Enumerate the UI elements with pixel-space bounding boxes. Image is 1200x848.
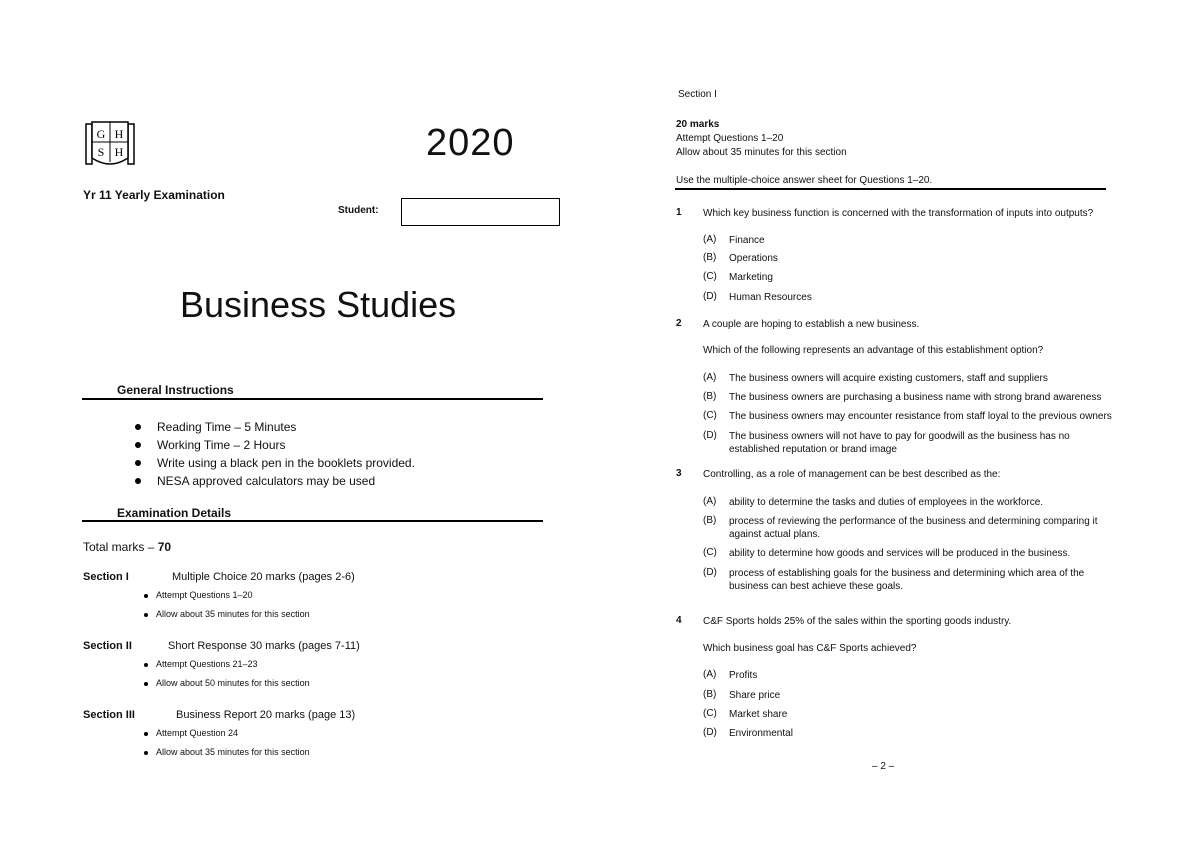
option-text: The business owners may encounter resistance from staff loyal to the previous owners [729, 411, 1112, 422]
student-name-field[interactable] [401, 198, 560, 226]
total-marks-value: 70 [157, 540, 172, 554]
option-text: Human Resources [729, 292, 812, 303]
option-text: The business owners will acquire existing customers, staff and suppliers [729, 373, 1048, 384]
exam-name: Yr 11 Yearly Examination [83, 188, 225, 202]
section-attempt: Attempt Questions 1–20 [676, 133, 784, 144]
page-number: – 2 – [872, 761, 895, 772]
question-subtext: Which business goal has C&F Sports achieved? [703, 643, 917, 654]
section-name: Section I [83, 571, 129, 583]
option-label: (A) [703, 234, 717, 245]
divider [82, 398, 543, 400]
section-name: Section III [83, 709, 135, 721]
option-text: Share price [729, 690, 781, 701]
option-label: (B) [703, 689, 717, 700]
total-marks [83, 540, 171, 554]
option-text: process of establishing goals for the business and determining which area of the business can best achieve these goals. [729, 568, 1085, 592]
option-label: (B) [703, 252, 717, 263]
section-desc: Business Report 20 marks (page 13) [176, 709, 356, 721]
option-text: Profits [729, 670, 758, 681]
question-number: 1 [676, 207, 682, 218]
section-sub-item: Attempt Questions 1–20 [144, 590, 253, 600]
option-text: Marketing [729, 272, 773, 283]
option-label: (D) [703, 727, 717, 738]
option-label: (B) [703, 515, 717, 526]
option-label: (D) [703, 430, 717, 441]
svg-text:H: H [114, 127, 124, 141]
instruction-item: Write using a black pen in the booklets provided. [135, 454, 415, 472]
question-text: Which key business function is concerned with the transformation of inputs into outputs? [703, 208, 1094, 219]
instruction-item: Reading Time – 5 Minutes [135, 418, 415, 436]
section-desc: Short Response 30 marks (pages 7-11) [168, 640, 360, 652]
total-marks-label: Total marks – [83, 540, 158, 554]
option-text: Finance [729, 235, 765, 246]
instruction-item: NESA approved calculators may be used [135, 472, 415, 490]
option-label: (A) [703, 372, 717, 383]
instruction-item: Working Time – 2 Hours [135, 436, 415, 454]
option-text: Market share [729, 709, 788, 720]
section-sub-item: Allow about 50 minutes for this section [144, 678, 310, 688]
svg-text:G: G [96, 127, 106, 141]
school-crest-logo [84, 118, 136, 170]
option-label: (A) [703, 496, 717, 507]
option-label: (C) [703, 271, 717, 282]
option-label: (D) [703, 567, 717, 578]
question-subtext: Which of the following represents an advantage of this establishment option? [703, 345, 1044, 356]
exam-year: 2020 [426, 122, 515, 164]
option-label: (C) [703, 547, 717, 558]
divider [675, 188, 1106, 190]
answer-sheet-note: Use the multiple-choice answer sheet for Questions 1–20. [676, 175, 933, 186]
student-label: Student: [338, 205, 379, 216]
option-text: The business owners will not have to pay for goodwill as the business has no established reputation or brand image [729, 431, 1070, 455]
general-instructions-list [135, 418, 415, 490]
option-text: Operations [729, 253, 778, 264]
option-text: process of reviewing the performance of the business and determining comparing it against actual plans. [729, 516, 1098, 540]
option-text: ability to determine how goods and services will be produced in the business. [729, 548, 1071, 559]
option-text: Environmental [729, 728, 793, 739]
question-text: C&F Sports holds 25% of the sales within the sporting goods industry. [703, 616, 1012, 627]
question-number: 2 [676, 318, 682, 329]
option-label: (C) [703, 410, 717, 421]
question-number: 4 [676, 615, 682, 626]
section-sub-item: Allow about 35 minutes for this section [144, 747, 310, 757]
section-sub-item: Attempt Questions 21–23 [144, 659, 258, 669]
section-sub-item: Attempt Question 24 [144, 728, 238, 738]
section-name: Section II [83, 640, 132, 652]
general-instructions-heading: General Instructions [117, 383, 234, 397]
option-text: The business owners are purchasing a business name with strong brand awareness [729, 392, 1102, 403]
option-text: ability to determine the tasks and duties of employees in the workforce. [729, 497, 1044, 508]
question-text: A couple are hoping to establish a new business. [703, 319, 920, 330]
question-text: Controlling, as a role of management can be best described as the: [703, 469, 1001, 480]
svg-text:S: S [97, 145, 105, 159]
option-label: (D) [703, 291, 717, 302]
divider [82, 520, 543, 522]
subject-title: Business Studies [180, 284, 457, 325]
section-title: Section I [678, 89, 717, 100]
option-label: (C) [703, 708, 717, 719]
svg-text:H: H [114, 145, 124, 159]
question-number: 3 [676, 468, 682, 479]
option-label: (B) [703, 391, 717, 402]
section-marks: 20 marks [676, 119, 720, 130]
section-sub-item: Allow about 35 minutes for this section [144, 609, 310, 619]
section-allow: Allow about 35 minutes for this section [676, 147, 847, 158]
option-label: (A) [703, 669, 717, 680]
section-desc: Multiple Choice 20 marks (pages 2-6) [172, 571, 355, 583]
examination-details-heading: Examination Details [117, 506, 232, 520]
